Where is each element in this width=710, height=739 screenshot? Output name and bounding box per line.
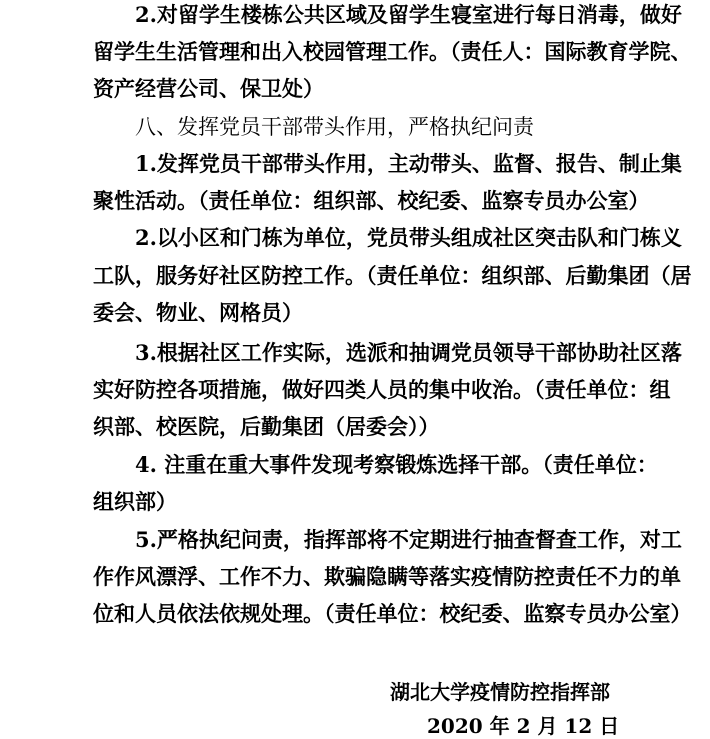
paragraph-line: 资产经营公司、保卫处） bbox=[93, 76, 324, 101]
paragraph-line: 位和人员依法依规处理。（责任单位：校纪委、监察专员办公室） bbox=[93, 601, 692, 626]
paragraph-line: 实好防控各项措施，做好四类人员的集中收治。（责任单位：组 bbox=[93, 377, 671, 402]
paragraph-line: 作作风漂浮、工作不力、欺骗隐瞒等落实疫情防控责任不力的单 bbox=[93, 564, 681, 589]
signature-organization: 湖北大学疫情防控指挥部 bbox=[390, 680, 610, 704]
paragraph-line: 聚性活动。（责任单位：组织部、校纪委、监察专员办公室） bbox=[93, 188, 650, 213]
paragraph-line: 留学生生活管理和出入校园管理工作。（责任人：国际教育学院、 bbox=[93, 39, 692, 64]
paragraph-line: 织部、校医院，后勤集团（居委会）） bbox=[93, 414, 440, 439]
paragraph-line: 4. 注重在重大事件发现考察锻炼选择干部。（责任单位： bbox=[135, 452, 658, 477]
section-heading: 八、发挥党员干部带头作用，严格执纪问责 bbox=[135, 115, 534, 139]
paragraph-line: 2.以小区和门栋为单位，党员带头组成社区突击队和门栋义 bbox=[135, 225, 682, 250]
signature-date: 2020 年 2 月 12 日 bbox=[427, 714, 620, 738]
paragraph-line: 2.对留学生楼栋公共区域及留学生寝室进行每日消毒，做好 bbox=[135, 2, 682, 27]
paragraph-line: 5.严格执纪问责，指挥部将不定期进行抽查督查工作，对工 bbox=[135, 527, 682, 552]
paragraph-line: 1.发挥党员干部带头作用，主动带头、监督、报告、制止集 bbox=[135, 151, 682, 176]
paragraph-line: 工队，服务好社区防控工作。（责任单位：组织部、后勤集团（居 bbox=[93, 263, 692, 288]
paragraph-line: 委会、物业、网格员） bbox=[93, 300, 303, 325]
paragraph-line: 组织部） bbox=[93, 489, 177, 514]
paragraph-line: 3.根据社区工作实际，选派和抽调党员领导干部协助社区落 bbox=[135, 340, 682, 365]
